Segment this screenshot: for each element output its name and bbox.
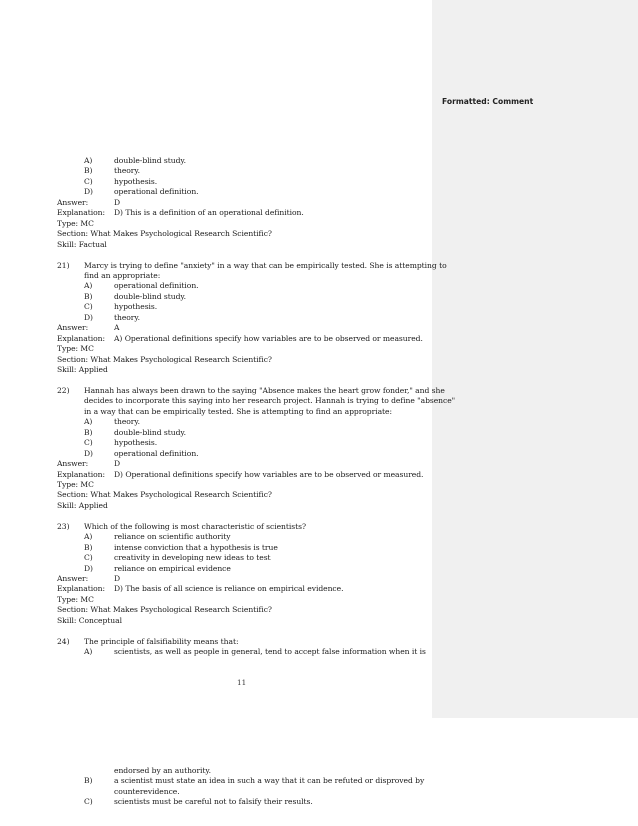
text-line: endorsed by an authority. <box>114 766 211 775</box>
text-line: Explanation: <box>57 208 105 218</box>
text-line: D <box>114 574 121 583</box>
text-line: theory. <box>114 312 140 322</box>
text-line: double-blind study. <box>114 427 187 437</box>
text-line: B) <box>84 291 93 301</box>
text-line: Section: What Makes Psychological Research Scientific? <box>57 229 272 239</box>
text-line: theory. <box>114 417 140 427</box>
text-line: operational definition. <box>114 187 199 197</box>
text-line: A <box>114 323 120 333</box>
text-line: scientists must be careful not to falsify their results. <box>114 797 313 807</box>
text-line: double-blind study. <box>114 156 187 165</box>
text-line: hypothesis. <box>114 176 158 186</box>
comment-pane <box>432 0 638 718</box>
text-line: in a way that can be empirically tested. She is attempting to find an appropriate: <box>84 406 393 416</box>
text-line: theory. <box>114 166 140 176</box>
text-line: D <box>114 197 121 207</box>
page-number: 11 <box>237 678 247 687</box>
text-line: hypothesis. <box>114 438 158 448</box>
text-line: reliance on scientific authority <box>114 532 231 542</box>
text-line: The principle of falsifiability means that: <box>84 636 239 646</box>
text-line: Skill: Applied <box>57 500 108 510</box>
text-line: D) Operational definitions specify how variables are to be observed or measured. <box>114 469 424 479</box>
text-line: B) <box>84 166 93 176</box>
text-line: a scientist must state an idea in such a way that it can be refuted or disproved by <box>114 776 425 786</box>
text-line: Skill: Conceptual <box>57 615 122 625</box>
text-line: Section: What Makes Psychological Research Scientific? <box>57 605 272 615</box>
text-line: find an appropriate: <box>84 270 161 280</box>
text-line: B) <box>84 542 93 552</box>
text-line: reliance on empirical evidence <box>114 563 231 573</box>
text-line: C) <box>84 302 93 312</box>
text-line: Type: MC <box>57 218 94 228</box>
text-line: A) <box>84 532 93 542</box>
text-line: C) <box>84 176 93 186</box>
text-line: Answer: <box>57 197 89 207</box>
text-line: Answer: <box>57 574 89 583</box>
text-line: A) <box>84 417 93 427</box>
text-line: D) <box>84 312 93 322</box>
text-line: Type: MC <box>57 594 94 604</box>
text-line: Marcy is trying to define "anxiety" in a way that can be empirically tested. She is attempting to <box>84 260 447 270</box>
text-line: intense conviction that a hypothesis is true <box>114 542 278 552</box>
text-line: Skill: Applied <box>57 365 108 374</box>
comment-title: Formatted: Comment <box>442 97 534 106</box>
text-line: C) <box>84 553 93 563</box>
text-line: D) The basis of all science is reliance on empirical evidence. <box>114 584 344 594</box>
text-line: 24) <box>57 636 70 646</box>
text-line: Which of the following is most characteristic of scientists? <box>84 521 306 531</box>
text-line: Answer: <box>57 323 89 333</box>
text-line: scientists, as well as people in general, tend to accept false information when it is <box>114 647 426 657</box>
text-line: hypothesis. <box>114 302 158 312</box>
text-line: D) <box>84 448 93 458</box>
text-line: decides to incorporate this saying into her research project. Hannah is trying to define "absence" <box>84 396 456 406</box>
text-line: Section: What Makes Psychological Research Scientific? <box>57 354 272 364</box>
text-line: operational definition. <box>114 448 199 458</box>
text-line: Section: What Makes Psychological Research Scientific? <box>57 490 272 500</box>
text-line: Hannah has always been drawn to the saying "Absence makes the heart grow fonder," and she <box>84 385 445 395</box>
text-line: C) <box>84 797 93 807</box>
text-line: double-blind study. <box>114 291 187 301</box>
text-line: Skill: Factual <box>57 239 107 249</box>
text-line: D) This is a definition of an operational definition. <box>114 208 304 218</box>
text-line: 22) <box>57 385 70 395</box>
text-line: C) <box>84 438 93 448</box>
text-line: A) <box>84 281 93 291</box>
text-line: operational definition. <box>114 281 199 291</box>
text-line: Explanation: <box>57 584 105 594</box>
text-line: 21) <box>57 260 70 270</box>
text-line: D) <box>84 563 93 573</box>
text-line: D <box>114 459 121 469</box>
text-line: creativity in developing new ideas to test <box>114 553 271 563</box>
text-line: Type: MC <box>57 344 94 354</box>
text-line: A) <box>84 156 93 165</box>
text-line: Explanation: <box>57 333 105 343</box>
text-line: 23) <box>57 521 70 531</box>
text-line: Type: MC <box>57 479 94 489</box>
text-line: D) <box>84 187 93 197</box>
text-line: B) <box>84 427 93 437</box>
text-line: counterevidence. <box>114 786 180 796</box>
text-line: B) <box>84 776 93 786</box>
text-line: Answer: <box>57 459 89 469</box>
text-line: A) <box>84 647 93 657</box>
text-line: Explanation: <box>57 469 105 479</box>
text-line: A) Operational definitions specify how variables are to be observed or measured. <box>114 333 423 343</box>
